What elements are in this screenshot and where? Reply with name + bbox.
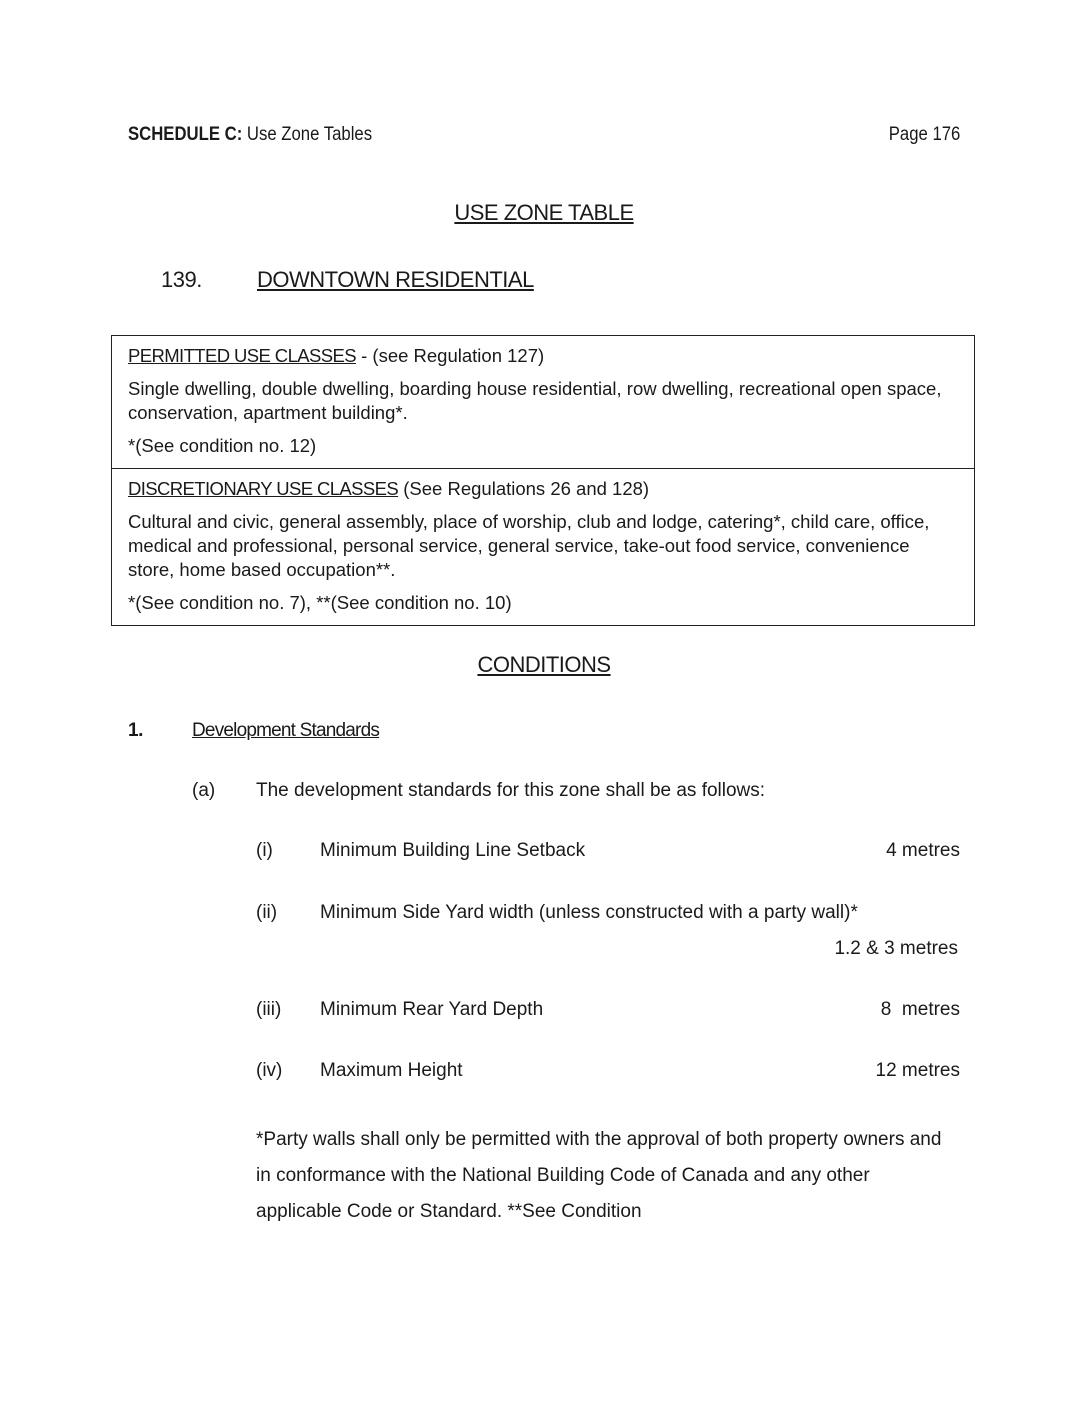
standard-row [256, 902, 960, 959]
discretionary-heading: DISCRETIONARY USE CLASSES [128, 478, 399, 499]
standard-label: Minimum Rear Yard Depth [320, 999, 544, 1020]
section-title: DOWNTOWN RESIDENTIAL [257, 267, 534, 292]
permitted-use-classes-cell [112, 336, 974, 468]
standard-value: 1.2 & 3 metres [834, 938, 958, 959]
standard-numeral: (iv) [256, 1060, 283, 1081]
subsection-text: The development standards for this zone shall be as follows: [256, 780, 766, 801]
schedule-label: SCHEDULE C: [128, 124, 243, 145]
standard-numeral: (ii) [256, 902, 278, 923]
condition-number: 1. [128, 720, 143, 741]
discretionary-uses-text: Cultural and civic, general assembly, place of worship, club and lodge, catering*, child care, office, medical and professional, personal service, general service, take-out food service, convenience store, home based occupation**. [128, 511, 930, 580]
permitted-heading-suffix: - (see Regulation 127) [355, 345, 545, 366]
subsection-label: (a) [192, 780, 216, 801]
standard-row [256, 1060, 960, 1086]
permitted-heading: PERMITTED USE CLASSES [128, 345, 356, 366]
standard-label: Maximum Height [320, 1060, 463, 1081]
discretionary-uses-note: *(See condition no. 7), **(See condition no. 10) [128, 592, 512, 613]
document-title: USE ZONE TABLE [454, 200, 634, 225]
standard-numeral: (iii) [256, 999, 282, 1020]
discretionary-heading-suffix: (See Regulations 26 and 128) [398, 478, 650, 499]
standard-label: Minimum Side Yard width (unless constructed with a party wall)* [320, 902, 858, 923]
permitted-uses-text: Single dwelling, double dwelling, boarding house residential, row dwelling, recreational open space, conservation, apartment building*. [128, 378, 942, 423]
section-number: 139. [161, 267, 202, 292]
permitted-uses-note: *(See condition no. 12) [128, 435, 317, 456]
permitted-heading-line [128, 344, 958, 368]
standard-numeral: (i) [256, 840, 273, 861]
standard-row [256, 840, 960, 866]
schedule-title: Use Zone Tables [246, 124, 373, 145]
condition-title: Development Standards [192, 720, 380, 741]
party-wall-note: *Party walls shall only be permitted with the approval of both property owners and in conformance with the National Building Code of Canada and any other applicable Code or Standard. **See Condition [256, 1129, 942, 1222]
discretionary-use-classes-cell [112, 468, 974, 625]
conditions-title: CONDITIONS [477, 652, 611, 677]
standard-row [256, 999, 960, 1025]
use-classes-table [111, 335, 975, 626]
page-number: Page 176 [888, 124, 960, 145]
discretionary-heading-line [128, 477, 958, 501]
page-header-schedule [128, 124, 372, 146]
standard-label: Minimum Building Line Setback [320, 840, 586, 861]
standard-value: 4 metres [886, 840, 960, 861]
standard-value: 8 metres [880, 999, 960, 1020]
standard-value: 12 metres [875, 1060, 960, 1081]
